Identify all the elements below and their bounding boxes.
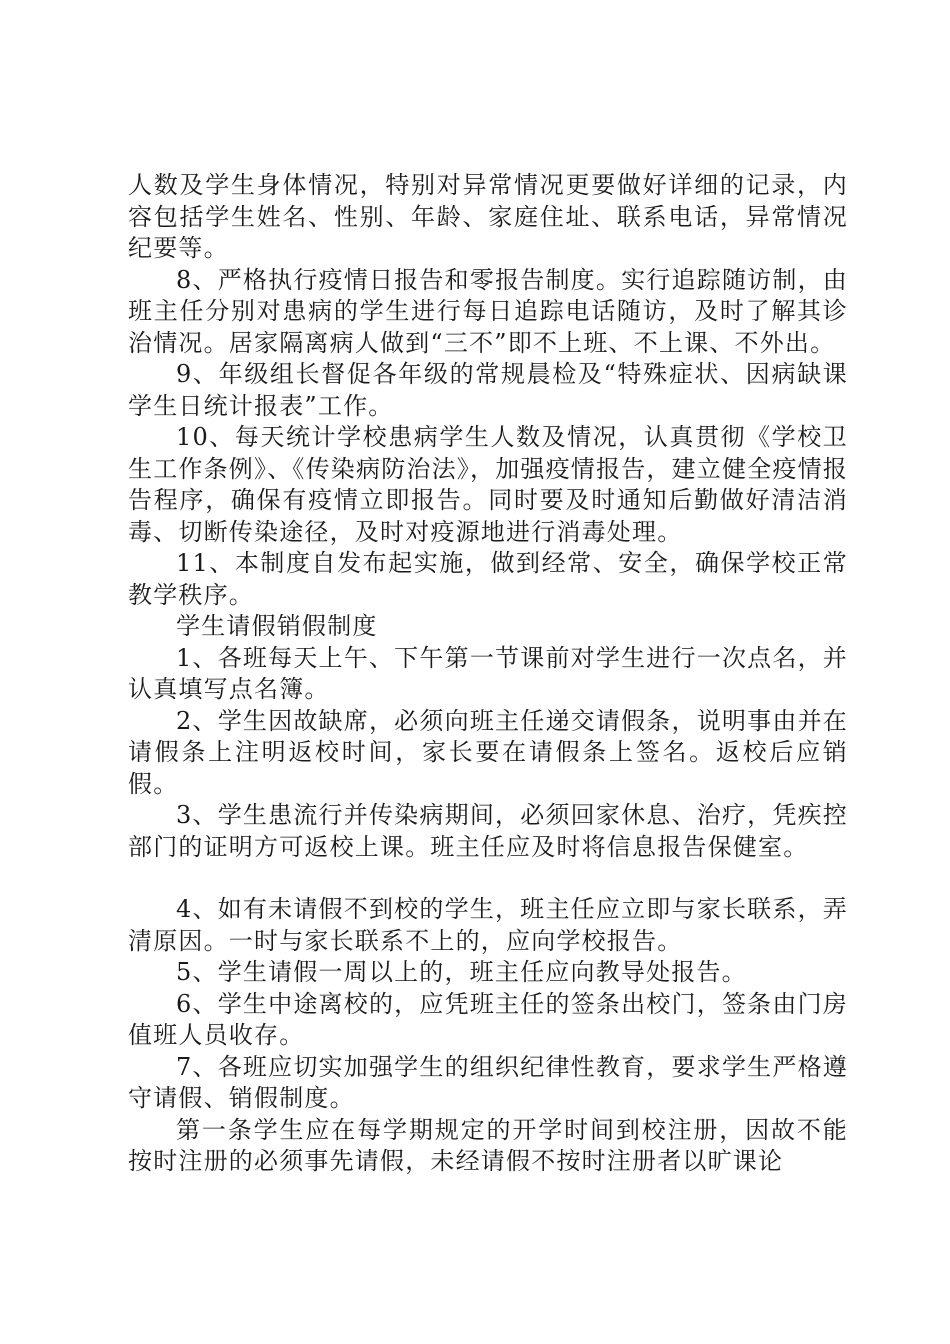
paragraph-rule-1: 1、各班每天上午、下午第一节课前对学生进行一次点名，并认真填写点名簿。: [128, 643, 848, 703]
paragraph-article-1: 第一条学生应在每学期规定的开学时间到校注册，因故不能按时注册的必须事先请假，未经请假不按时注册者以旷课论: [128, 1115, 848, 1175]
paragraph-item-8: 8、严格执行疫情日报告和零报告制度。实行追踪随访制，由班主任分别对患病的学生进行每日追踪电话随访，及时了解其诊治情况。居家隔离病人做到“三不”即不上班、不上课、不外出。: [128, 265, 848, 357]
section-heading: 学生请假销假制度: [176, 612, 378, 640]
paragraph-item-10: 10、每天统计学校患病学生人数及情况，认真贯彻《学校卫生工作条例》、《传染病防治法》，加强疫情报告，建立健全疫情报告程序，确保有疫情立即报告。同时要及时通知后勤做好清洁消毒、切断传染途径，及时对疫源地进行消毒处理。: [128, 423, 848, 546]
document-body: [128, 170, 848, 1178]
paragraph-continuation: 人数及学生身体情况，特别对异常情况更要做好详细的记录，内容包括学生姓名、性别、年龄、家庭住址、联系电话，异常情况纪要等。: [128, 171, 848, 262]
paragraph-rule-7: 7、各班应切实加强学生的组织纪律性教育，要求学生严格遵守请假、销假制度。: [128, 1052, 848, 1112]
paragraph-rule-3: 3、学生患流行并传染病期间，必须回家休息、治疗，凭疾控部门的证明方可返校上课。班主任应及时将信息报告保健室。: [128, 801, 848, 861]
paragraph-item-9: 9、年级组长督促各年级的常规晨检及“特殊症状、因病缺课学生日统计报表”工作。: [128, 360, 848, 420]
paragraph-item-11: 11、本制度自发布起实施，做到经常、安全，确保学校正常教学秩序。: [128, 549, 848, 609]
paragraph-rule-6: 6、学生中途离校的，应凭班主任的签条出校门，签条由门房值班人员收存。: [128, 989, 848, 1049]
paragraph-rule-5: 5、学生请假一周以上的，班主任应向教导处报告。: [176, 958, 747, 986]
paragraph-rule-4: 4、如有未请假不到校的学生，班主任应立即与家长联系，弄清原因。一时与家长联系不上的，应向学校报告。: [128, 895, 848, 955]
paragraph-rule-2: 2、学生因故缺席，必须向班主任递交请假条，说明事由并在请假条上注明返校时间，家长要在请假条上签名。返校后应销假。: [128, 706, 848, 798]
